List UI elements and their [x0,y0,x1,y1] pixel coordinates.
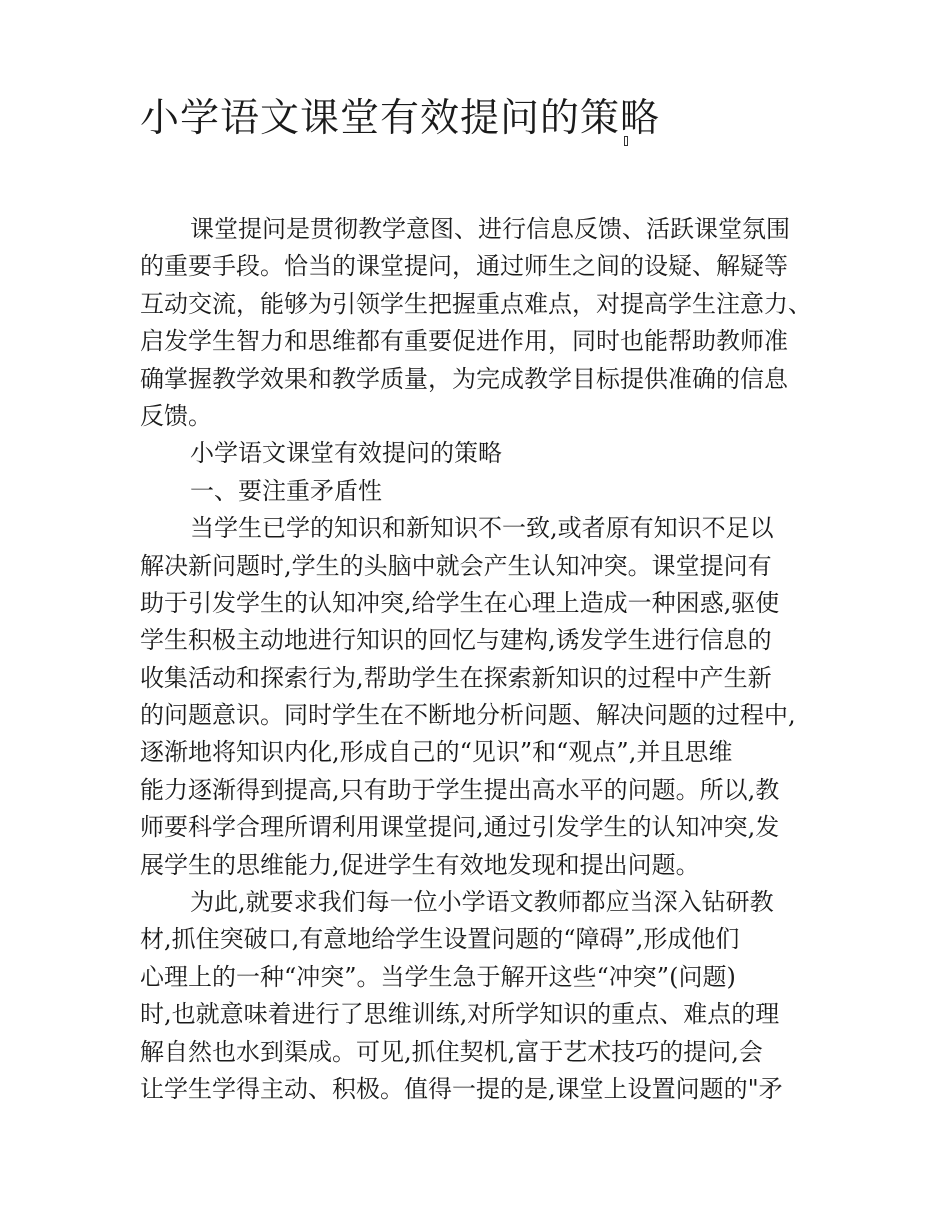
section-heading: 一、要注重矛盾性 [190,476,382,505]
text-line: 解自然也水到渠成。可见,抓住契机,富于艺术技巧的提问,会 [140,1037,763,1066]
placeholder-glyph-icon [624,136,628,146]
document-title: 小学语文课堂有效提问的策略 [140,96,661,141]
paragraph-intro [140,211,824,435]
document-body [140,211,824,1108]
text-line: 当学生已学的知识和新知识不一致,或者原有知识不足以 [190,514,774,543]
paragraph-section-1 [140,473,824,510]
paragraph-subheading [140,435,824,472]
text-line: 课堂提问是贯彻教学意图、进行信息反馈、活跃课堂氛围 [190,215,790,243]
text-line: 助于引发学生的认知冲突,给学生在心理上造成一种困惑,驱使 [140,588,780,617]
text-line: 互动交流，能够为引领学生把握重点难点，对提高学生注意力、 [140,289,812,318]
text-line: 收集活动和探索行为,帮助学生在探索新知识的过程中产生新 [140,663,772,692]
section-heading: 小学语文课堂有效提问的策略 [190,439,502,468]
text-line: 学生积极主动地进行知识的回忆与建构,诱发学生进行信息的 [140,626,772,655]
text-line: 时,也就意味着进行了思维训练,对所学知识的重点、难点的理 [140,1000,780,1029]
text-line: 师要科学合理所谓利用课堂提问,通过引发学生的认知冲突,发 [140,813,780,842]
text-line: 材,抓住突破口,有意地给学生设置问题的“障碍”,形成他们 [140,925,740,954]
text-line: 让学生学得主动、积极。值得一提的是,课堂上设置问题的"矛 [140,1074,783,1103]
text-line: 确掌握教学效果和教学质量，为完成教学目标提供准确的信息 [140,364,788,393]
text-line: 心理上的一种“冲突”。当学生急于解开这些“冲突”(问题) [140,962,736,991]
text-line: 展学生的思维能力,促进学生有效地发现和提出问题。 [140,850,700,879]
text-line: 的问题意识。同时学生在不断地分析问题、解决问题的过程中, [140,701,796,730]
text-line: 能力逐渐得到提高,只有助于学生提出高水平的问题。所以,教 [140,775,780,804]
text-line: 逐渐地将知识内化,形成自己的“见识”和“观点”,并且思维 [140,738,733,767]
text-line: 反馈。 [140,401,212,430]
text-line: 的重要手段。恰当的课堂提问，通过师生之间的设疑、解疑等 [140,252,788,281]
text-line: 为此,就要求我们每一位小学语文教师都应当深入钻研教 [190,888,774,917]
title-row [140,92,820,152]
paragraph-contradiction [140,510,824,884]
text-line: 解决新问题时,学生的头脑中就会产生认知冲突。课堂提问有 [140,551,772,580]
paragraph-teacher-guidance [140,884,824,1108]
text-line: 启发学生智力和思维都有重要促进作用，同时也能帮助教师准 [140,327,788,356]
